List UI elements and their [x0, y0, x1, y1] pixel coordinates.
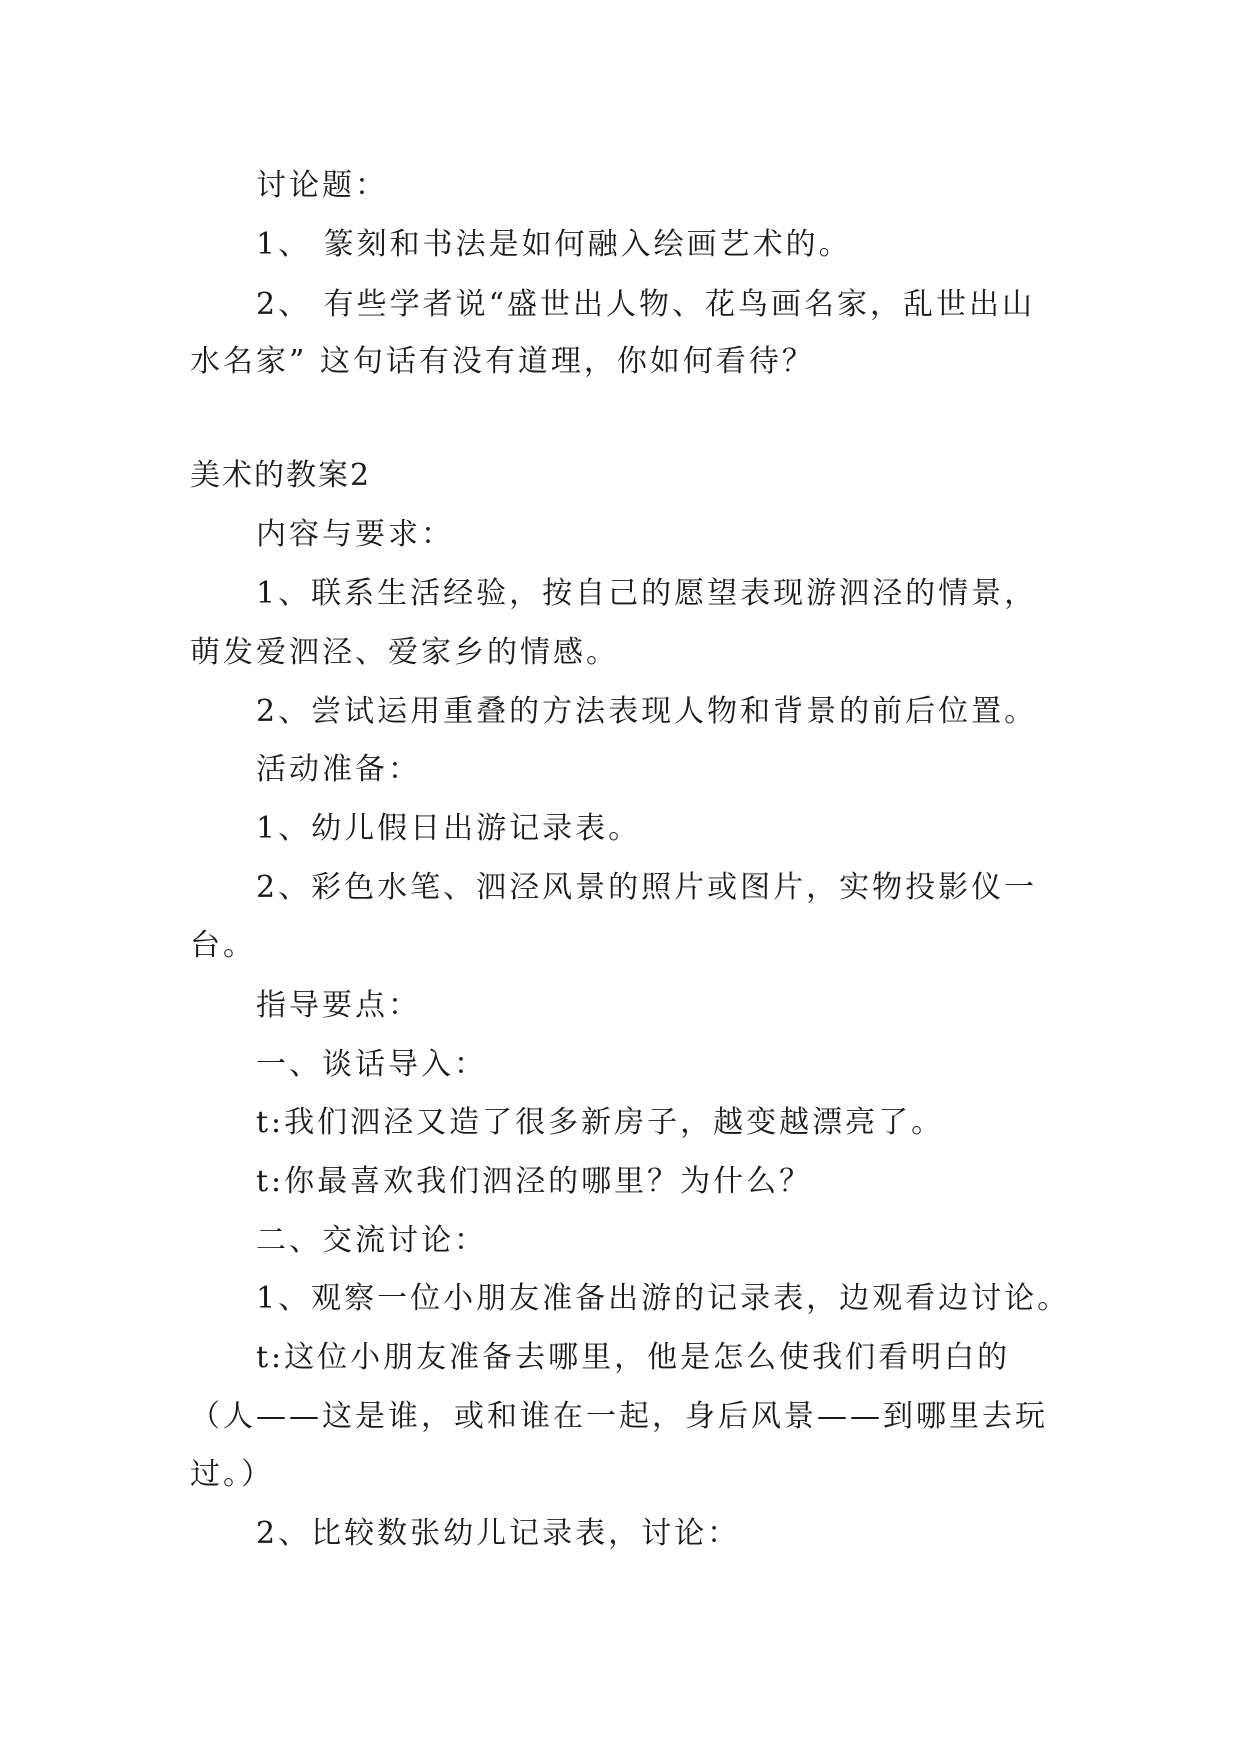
requirement-1: 1、联系生活经验，按自己的愿望表现游泗泾的情景， [256, 576, 1038, 611]
teacher-line-3-cont: （人——这是谁，或和谁在一起，身后风景——到哪里去玩 [190, 1399, 1048, 1434]
section-title: 美术的教案2 [190, 458, 372, 493]
discussion-item-1: 1、观察一位小朋友准备出游的记录表，边观看边讨论。 [256, 1281, 1071, 1316]
step-2-heading: 二、交流讨论： [256, 1223, 487, 1258]
content-requirements-heading: 内容与要求： [256, 517, 454, 552]
preparation-2-cont: 台。 [190, 928, 256, 963]
preparation-1: 1、幼儿假日出游记录表。 [256, 811, 642, 846]
teacher-line-3: t:这位小朋友准备去哪里，他是怎么使我们看明白的 [256, 1340, 1011, 1375]
discussion-item-2: 2、比较数张幼儿记录表，讨论： [256, 1516, 741, 1551]
discussion-heading: 讨论题： [256, 168, 388, 203]
teacher-line-1: t:我们泗泾又造了很多新房子，越变越漂亮了。 [256, 1105, 945, 1140]
discussion-question-2-cont: 水名家” 这句话有没有道理，你如何看待？ [190, 344, 815, 379]
requirement-2: 2、尝试运用重叠的方法表现人物和背景的前后位置。 [256, 694, 1038, 729]
guidance-heading: 指导要点： [256, 988, 421, 1023]
requirement-1-cont: 萌发爱泗泾、爱家乡的情感。 [190, 635, 619, 670]
teacher-line-2: t:你最喜欢我们泗泾的哪里？为什么？ [256, 1164, 813, 1199]
discussion-question-1: 1、 篆刻和书法是如何融入绘画艺术的。 [256, 227, 852, 262]
teacher-line-3-end: 过。） [190, 1457, 274, 1492]
discussion-question-2: 2、 有些学者说“盛世出人物、花鸟画名家，乱世出山 [256, 287, 1035, 322]
step-1-heading: 一、谈话导入： [256, 1047, 487, 1082]
preparation-2: 2、彩色水笔、泗泾风景的照片或图片，实物投影仪一 [256, 870, 1038, 905]
preparation-heading: 活动准备： [256, 752, 421, 787]
